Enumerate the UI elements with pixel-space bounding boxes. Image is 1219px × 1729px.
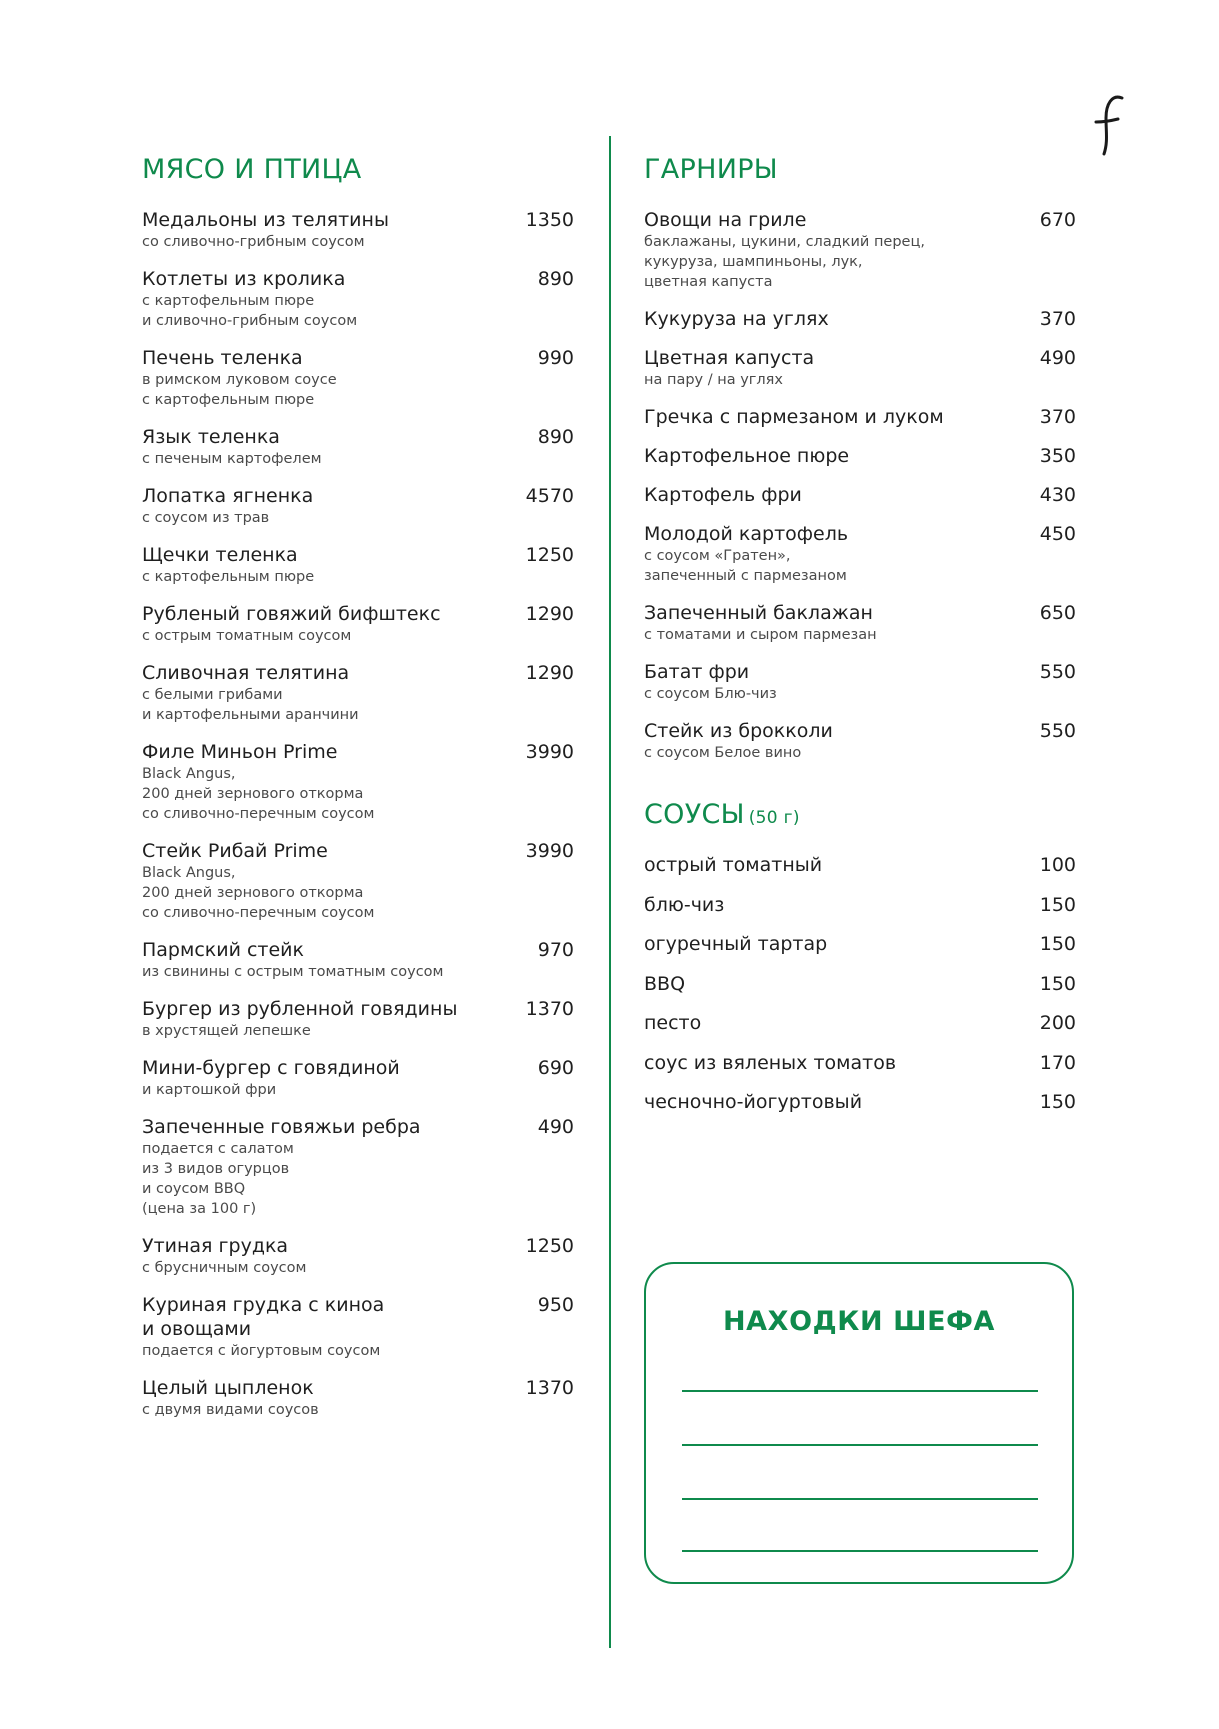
menu-item bbox=[142, 484, 574, 528]
menu-item bbox=[644, 405, 1076, 429]
sides-section-title: ГАРНИРЫ bbox=[644, 154, 778, 185]
dish-price: 650 bbox=[1039, 602, 1076, 624]
menu-item bbox=[142, 267, 574, 331]
dish-name: Запеченный баклажан bbox=[644, 602, 873, 624]
menu-item-row bbox=[142, 543, 574, 567]
menu-item-row bbox=[142, 661, 574, 685]
menu-item-row bbox=[644, 660, 1076, 684]
dish-price: 1290 bbox=[525, 662, 574, 684]
dish-name: Молодой картофель bbox=[644, 523, 849, 545]
dish-description: со сливочно-грибным соусом bbox=[142, 234, 365, 250]
dish-price: 490 bbox=[1039, 347, 1076, 369]
dish-name: Котлеты из кролика bbox=[142, 268, 346, 290]
dish-name: Целый цыпленок bbox=[142, 1377, 314, 1399]
menu-item bbox=[644, 444, 1076, 468]
dish-name: Пармский стейк bbox=[142, 939, 305, 961]
menu-item-row bbox=[142, 425, 574, 449]
dish-price: 550 bbox=[1039, 661, 1076, 683]
chef-write-line bbox=[682, 1390, 1038, 1392]
menu-item-row bbox=[142, 346, 574, 370]
dish-description: с брусничным соусом bbox=[142, 1260, 307, 1276]
sauces-subtitle: (50 г) bbox=[748, 808, 800, 828]
menu-item bbox=[142, 938, 574, 982]
dish-description: подается с йогуртовым соусом bbox=[142, 1343, 381, 1359]
dish-name: Бургер из рубленной говядины bbox=[142, 998, 458, 1020]
dish-description: из свинины с острым томатным соусом bbox=[142, 964, 444, 980]
column-divider bbox=[609, 136, 611, 1648]
dish-description: на пару / на углях bbox=[644, 372, 783, 388]
dish-price: 990 bbox=[537, 347, 574, 369]
sauce-name: песто bbox=[644, 1012, 702, 1034]
dish-name: Овощи на гриле bbox=[644, 209, 807, 231]
menu-item-row bbox=[644, 601, 1076, 625]
menu-item-row bbox=[142, 1293, 574, 1341]
chef-finds-box bbox=[644, 1262, 1074, 1584]
dish-description: с соусом Блю-чиз bbox=[644, 686, 777, 702]
dish-name: Язык теленка bbox=[142, 426, 280, 448]
menu-item bbox=[644, 660, 1076, 704]
dish-name: Печень теленка bbox=[142, 347, 303, 369]
sauce-item bbox=[644, 1090, 1076, 1114]
sauce-price: 150 bbox=[1039, 933, 1076, 955]
dish-name: Лопатка ягненка bbox=[142, 485, 314, 507]
dish-price: 1370 bbox=[525, 1377, 574, 1399]
meat-list bbox=[142, 208, 574, 1420]
menu-item bbox=[142, 425, 574, 469]
menu-item-row bbox=[142, 938, 574, 962]
dish-price: 450 bbox=[1039, 523, 1076, 545]
dish-description: в хрустящей лепешке bbox=[142, 1023, 311, 1039]
menu-item-row bbox=[644, 719, 1076, 743]
sauce-name: соус из вяленых томатов bbox=[644, 1051, 897, 1074]
menu-item-row bbox=[644, 307, 1076, 331]
sauce-price: 150 bbox=[1039, 1091, 1076, 1113]
menu-item-row bbox=[142, 267, 574, 291]
dish-description: с белыми грибами и картофельными аранчини bbox=[142, 687, 359, 723]
chef-finds-title: НАХОДКИ ШЕФА bbox=[722, 1306, 996, 1337]
dish-price: 1350 bbox=[525, 209, 574, 231]
dish-name: Филе Миньон Prime bbox=[142, 741, 338, 763]
dish-name: Медальоны из телятины bbox=[142, 209, 389, 231]
dish-description: подается с салатом из 3 видов огурцов и соусом BBQ (цена за 100 г) bbox=[142, 1141, 294, 1217]
dish-price: 490 bbox=[537, 1116, 574, 1138]
sauce-name: огуречный тартар bbox=[644, 933, 828, 955]
menu-item bbox=[142, 1115, 574, 1219]
chef-write-line bbox=[682, 1498, 1038, 1500]
menu-item-row bbox=[644, 522, 1076, 546]
menu-item bbox=[142, 1376, 574, 1420]
meat-section bbox=[142, 150, 574, 1435]
menu-item bbox=[644, 719, 1076, 763]
menu-item bbox=[644, 307, 1076, 331]
dish-name: Утиная грудка bbox=[142, 1235, 289, 1257]
dish-name: Мини-бургер с говядиной bbox=[142, 1057, 400, 1079]
menu-item bbox=[644, 483, 1076, 507]
dish-price: 430 bbox=[1039, 484, 1076, 506]
sides-list bbox=[644, 208, 1076, 763]
sauce-name: чесночно-йогуртовый bbox=[644, 1091, 863, 1113]
dish-description: и картошкой фри bbox=[142, 1082, 277, 1098]
sauces-section-title bbox=[644, 795, 1076, 835]
dish-description: Black Angus, 200 дней зернового откорма со сливочно-перечным соусом bbox=[142, 766, 375, 822]
menu-item bbox=[644, 601, 1076, 645]
dish-price: 690 bbox=[537, 1057, 574, 1079]
sauce-name: блю-чиз bbox=[644, 893, 725, 916]
dish-price: 370 bbox=[1039, 308, 1076, 330]
menu-item bbox=[142, 1293, 574, 1361]
dish-name: Куриная грудка с киноа и овощами bbox=[142, 1294, 385, 1340]
dish-name: Картофель фри bbox=[644, 484, 802, 506]
menu-item bbox=[142, 661, 574, 725]
sauce-item bbox=[644, 893, 1076, 917]
sauce-item bbox=[644, 853, 1076, 877]
dish-name: Рубленый говяжий бифштекс bbox=[142, 603, 441, 625]
dish-name: Запеченные говяжьи ребра bbox=[142, 1116, 421, 1138]
dish-description: с острым томатным соусом bbox=[142, 628, 352, 644]
sauce-price: 150 bbox=[1039, 972, 1076, 995]
dish-price: 1250 bbox=[525, 1235, 574, 1257]
dish-price: 3990 bbox=[525, 741, 574, 763]
menu-item-row bbox=[644, 346, 1076, 370]
sauce-price: 100 bbox=[1039, 854, 1076, 876]
menu-item-row bbox=[644, 208, 1076, 232]
sauce-price: 150 bbox=[1039, 893, 1076, 916]
dish-description: с томатами и сыром пармезан bbox=[644, 627, 877, 643]
dish-description: с картофельным пюре и сливочно-грибным соусом bbox=[142, 293, 358, 329]
dish-name: Картофельное пюре bbox=[644, 445, 850, 467]
sides-section bbox=[644, 150, 1076, 1130]
dish-name: Гречка с пармезаном и луком bbox=[644, 406, 944, 428]
dish-description: в римском луковом соусе с картофельным пюре bbox=[142, 372, 337, 408]
chef-write-line bbox=[682, 1550, 1038, 1552]
script-f-logo-icon bbox=[1088, 92, 1132, 158]
menu-item-row bbox=[142, 1115, 574, 1139]
dish-price: 670 bbox=[1039, 209, 1076, 231]
chef-write-line bbox=[682, 1444, 1038, 1446]
dish-price: 1370 bbox=[525, 998, 574, 1020]
meat-section-title: МЯСО И ПТИЦА bbox=[142, 154, 362, 185]
menu-item-row bbox=[644, 444, 1076, 468]
dish-price: 890 bbox=[537, 268, 574, 290]
dish-name: Стейк из брокколи bbox=[644, 720, 833, 742]
menu-item-row bbox=[142, 1376, 574, 1400]
menu-item bbox=[142, 208, 574, 252]
dish-name: Цветная капуста bbox=[644, 347, 815, 369]
menu-item-row bbox=[142, 839, 574, 863]
dish-name: Кукуруза на углях bbox=[644, 308, 829, 330]
menu-item bbox=[644, 346, 1076, 390]
sauce-item bbox=[644, 1011, 1076, 1035]
menu-item bbox=[142, 602, 574, 646]
dish-price: 4570 bbox=[525, 485, 574, 507]
dish-name: Стейк Рибай Prime bbox=[142, 840, 328, 862]
dish-price: 890 bbox=[537, 426, 574, 448]
dish-description: с двумя видами соусов bbox=[142, 1402, 319, 1418]
dish-description: с соусом «Гратен», запеченный с пармезаном bbox=[644, 548, 847, 584]
dish-name: Щечки теленка bbox=[142, 544, 298, 566]
sauce-name: острый томатный bbox=[644, 854, 823, 876]
dish-price: 370 bbox=[1039, 406, 1076, 428]
sauce-item bbox=[644, 1051, 1076, 1075]
dish-description: Black Angus, 200 дней зернового откорма со сливочно-перечным соусом bbox=[142, 865, 375, 921]
menu-item-row bbox=[142, 997, 574, 1021]
dish-description: с картофельным пюре bbox=[142, 569, 315, 585]
menu-item bbox=[142, 740, 574, 824]
dish-price: 950 bbox=[537, 1294, 574, 1316]
dish-price: 3990 bbox=[525, 840, 574, 862]
menu-item-row bbox=[142, 484, 574, 508]
menu-item bbox=[142, 839, 574, 923]
dish-name: Сливочная телятина bbox=[142, 662, 350, 684]
menu-item-row bbox=[644, 405, 1076, 429]
menu-item-row bbox=[142, 208, 574, 232]
dish-price: 1250 bbox=[525, 544, 574, 566]
menu-item-row bbox=[142, 740, 574, 764]
dish-price: 1290 bbox=[525, 603, 574, 625]
dish-name: Батат фри bbox=[644, 661, 750, 683]
sauces-title-text: СОУСЫ bbox=[644, 799, 745, 830]
menu-item bbox=[142, 1056, 574, 1100]
sauce-item bbox=[644, 972, 1076, 996]
dish-price: 970 bbox=[537, 939, 574, 961]
dish-description: с соусом Белое вино bbox=[644, 745, 802, 761]
menu-item bbox=[644, 208, 1076, 292]
dish-description: баклажаны, цукини, сладкий перец, кукуруза, шампиньоны, лук, цветная капуста bbox=[644, 234, 925, 290]
menu-item bbox=[142, 346, 574, 410]
menu-item bbox=[142, 1234, 574, 1278]
menu-item-row bbox=[142, 1234, 574, 1258]
menu-item-row bbox=[142, 1056, 574, 1080]
sauce-price: 170 bbox=[1039, 1051, 1076, 1074]
dish-description: с печеным картофелем bbox=[142, 451, 322, 467]
menu-item bbox=[142, 543, 574, 587]
dish-description: с соусом из трав bbox=[142, 510, 270, 526]
dish-price: 350 bbox=[1039, 445, 1076, 467]
menu-item-row bbox=[644, 483, 1076, 507]
dish-price: 550 bbox=[1039, 720, 1076, 742]
menu-item bbox=[142, 997, 574, 1041]
sauce-name: BBQ bbox=[644, 972, 686, 995]
sauce-list bbox=[644, 853, 1076, 1114]
menu-item-row bbox=[142, 602, 574, 626]
sauce-item bbox=[644, 932, 1076, 956]
sauce-price: 200 bbox=[1039, 1012, 1076, 1034]
menu-item bbox=[644, 522, 1076, 586]
